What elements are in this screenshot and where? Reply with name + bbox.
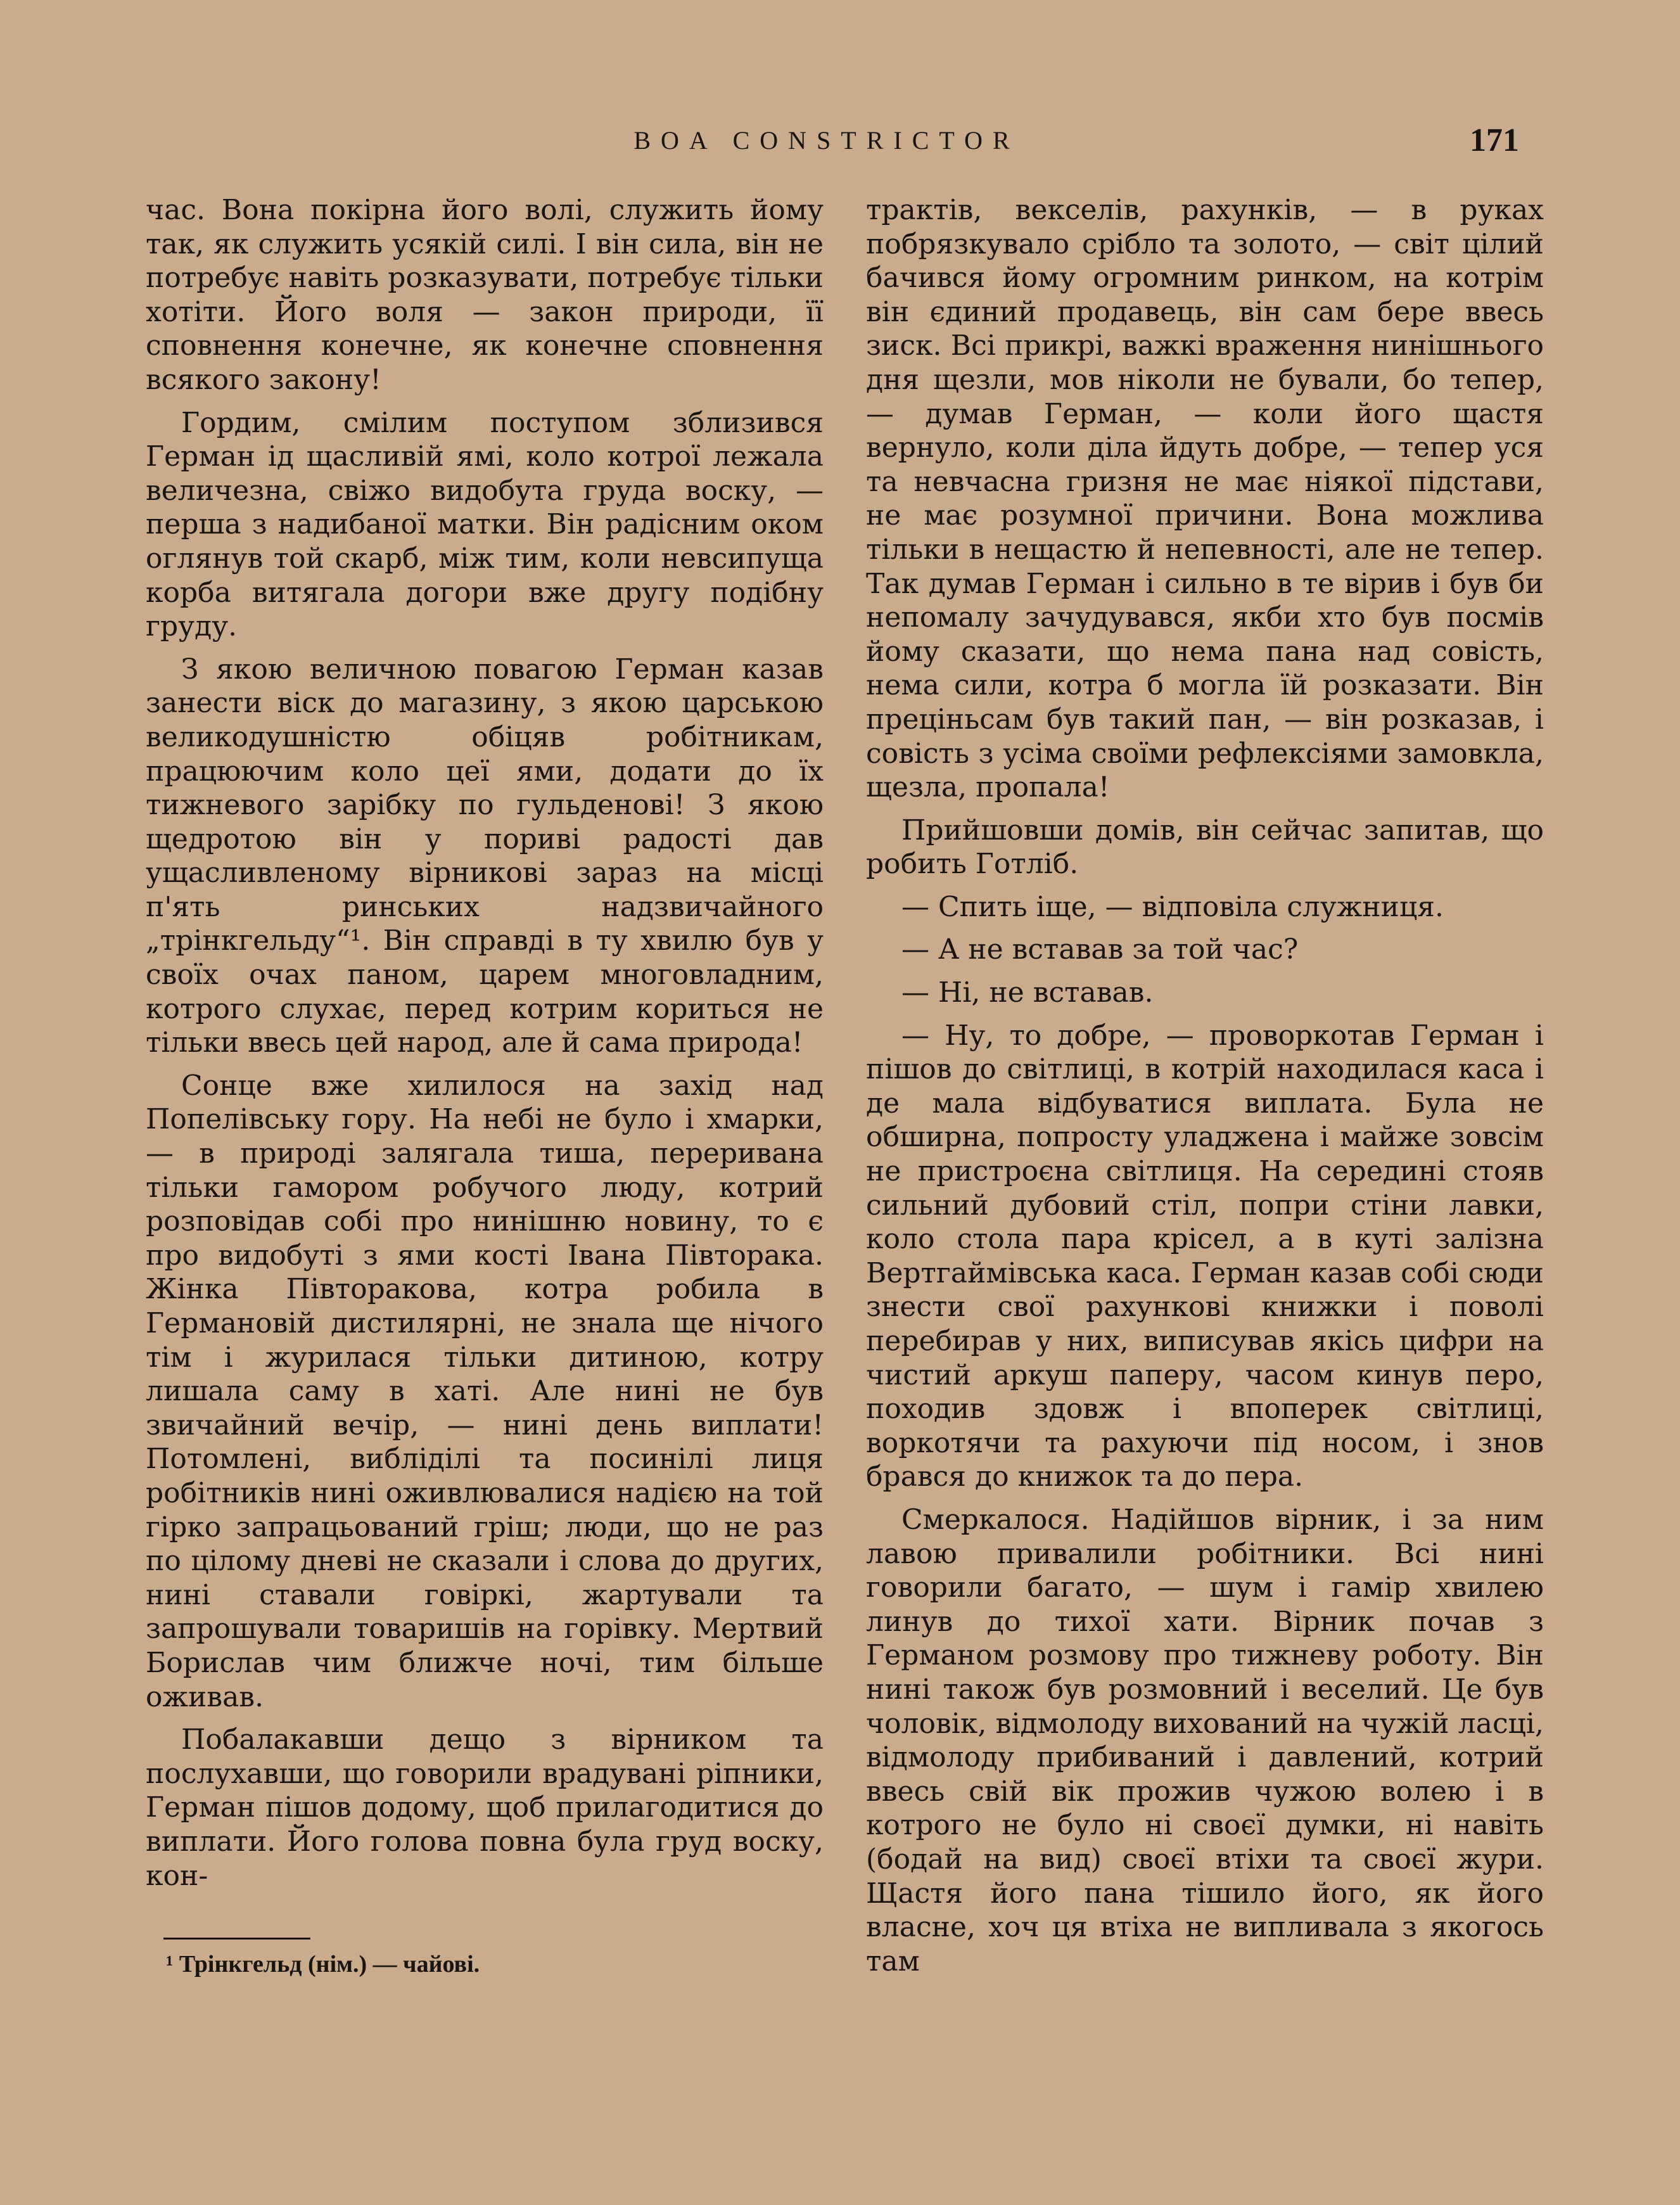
footnote-divider [163, 1938, 310, 1940]
left-column [146, 193, 824, 1893]
footnote: ¹ Трінкгельд (нім.) — чайові. [166, 1951, 480, 1978]
paragraph: Гордим, смілим поступом зблизився Герман ід щасливій ямі, коло котрої лежала величезна, свіжо видобута груда воску, — перша з надибаної матки. Він радісним оком оглянув той скарб, між тим, коли невсипуща корба витягала догори вже другу подібну груду. [146, 406, 824, 643]
running-title: BOA CONSTRICTOR [633, 126, 1020, 155]
paragraph: Прийшовши домів, він сейчас запитав, що робить Готліб. [866, 814, 1544, 881]
paragraph: Сонце вже хилилося на захід над Попелівську гору. На небі не було і хмарки, — в природі залягала тиша, переривана тільки гамором робучого люду, котрий розповідав собі про нинішню новину, то є про видобуті з ями кості Івана Півторака. Жінка Півторакова, котра робила в Германовій дистилярні, не знала ще нічого тім і журилася тільки дитиною, котру лишала саму в хаті. Але нині не був звичайний вечір, — нині день виплати! Потомлені, вибліділі та посинілі лиця робітників нині оживлювалися надією на той гірко запрацьований гріш; люди, що не раз по цілому дневі не сказали і слова до других, нині ставали говіркі, жартували та запрошували товаришів на горівку. Мертвий Борислав чим ближче ночі, тим більше оживав. [146, 1069, 824, 1713]
paragraph: — Ну, то добре, — проворкотав Герман і пішов до світлиці, в котрій находилася каса і де мала відбуватися виплата. Була не обширна, попросту уладжена і майже зовсім не пристроєна світлиця. На середині стояв сильний дубовий стіл, попри стіни лавки, коло стола пара крісел, а в куті залізна Вертгаймівська каса. Герман казав собі сюди знести свої рахункові книжки і поволі перебирав у них, виписував якісь цифри на чистий аркуш паперу, часом кинув перо, походив здовж і впоперек світлиці, воркотячи та рахуючи під носом, і знов брався до книжок та до пера. [866, 1019, 1544, 1493]
paragraph: Смеркалося. Надійшов вірник, і за ним лавою привалили робітники. Всі нині говорили багато, — шум і гамір хвилею линув до тихої хати. Вірник почав з Германом розмову про тижневу роботу. Він нині також був розмовний і веселий. Це був чоловік, відмолоду вихований на чужій ласці, відмолоду прибиваний і давлений, котрий ввесь свій вік прожив чужою волею і в котрого не було ні своєї думки, ні навіть (бодай на вид) своєї втіхи та своєї жури. Щастя його пана тішило його, як його власне, хоч ця втіха не випливала з якогось там [866, 1503, 1544, 1978]
paragraph: Побалакавши дещо з вірником та послухавши, що говорили врадувані ріпники, Герман пішов додому, щоб прилагодитися до виплати. Його голова повна була груд воску, кон- [146, 1723, 824, 1892]
paragraph: трактів, векселів, рахунків, — в руках побрязкувало срібло та золото, — світ цілий бачився йому огромним ринком, на котрім він єдиний продавець, він сам бере ввесь зиск. Всі прикрі, важкі враження нинішнього дня щезли, мов ніколи не бували, бо тепер, — думав Герман, — коли його щастя вернуло, коли діла йдуть добре, — тепер уся та невчасна гризня не має ніякої підстави, не має розумної причини. Вона можлива тільки в нещастю й непевності, але не тепер. Так думав Герман і сильно в те вірив і був би непомалу зачудувався, якби хто був посмів йому сказати, що нема пана над совість, нема сили, котра б могла їй розказати. Він преціньсам був такий пан, — він розказав, і совість з усіма своїми рефлексіями замовкла, щезла, пропала! [866, 194, 1544, 804]
paragraph: час. Вона покірна його волі, служить йому так, як служить усякій силі. І він сила, він не потребує навіть розказувати, потребує тільки хотіти. Його воля — закон природи, її сповнення конечне, як конечне сповнення всякого закону! [146, 194, 824, 396]
right-column [866, 193, 1544, 1978]
dialogue-line: — Ні, не вставав. [901, 976, 1154, 1009]
paragraph: З якою величною повагою Герман казав занести віск до магазину, з якою царською великодушністю обіцяв робітникам, працюючим коло цеї ями, додати до їх тижневого зарібку по гульденові! З якою щедротою він у пориві радості дав ущасливленому вірникові зараз на місці п'ять ринських надзвичайного „трінкгельду“¹. Він справді в ту хвилю був у своїх очах паном, царем многовладним, котрого слухає, перед котрим кориться не тільки ввесь цей народ, але й сама природа! [146, 653, 824, 1059]
page-number: 171 [1470, 122, 1519, 158]
dialogue-line: — Спить іще, — відповіла служниця. [901, 890, 1444, 923]
dialogue-line: — А не вставав за той час? [901, 933, 1299, 966]
